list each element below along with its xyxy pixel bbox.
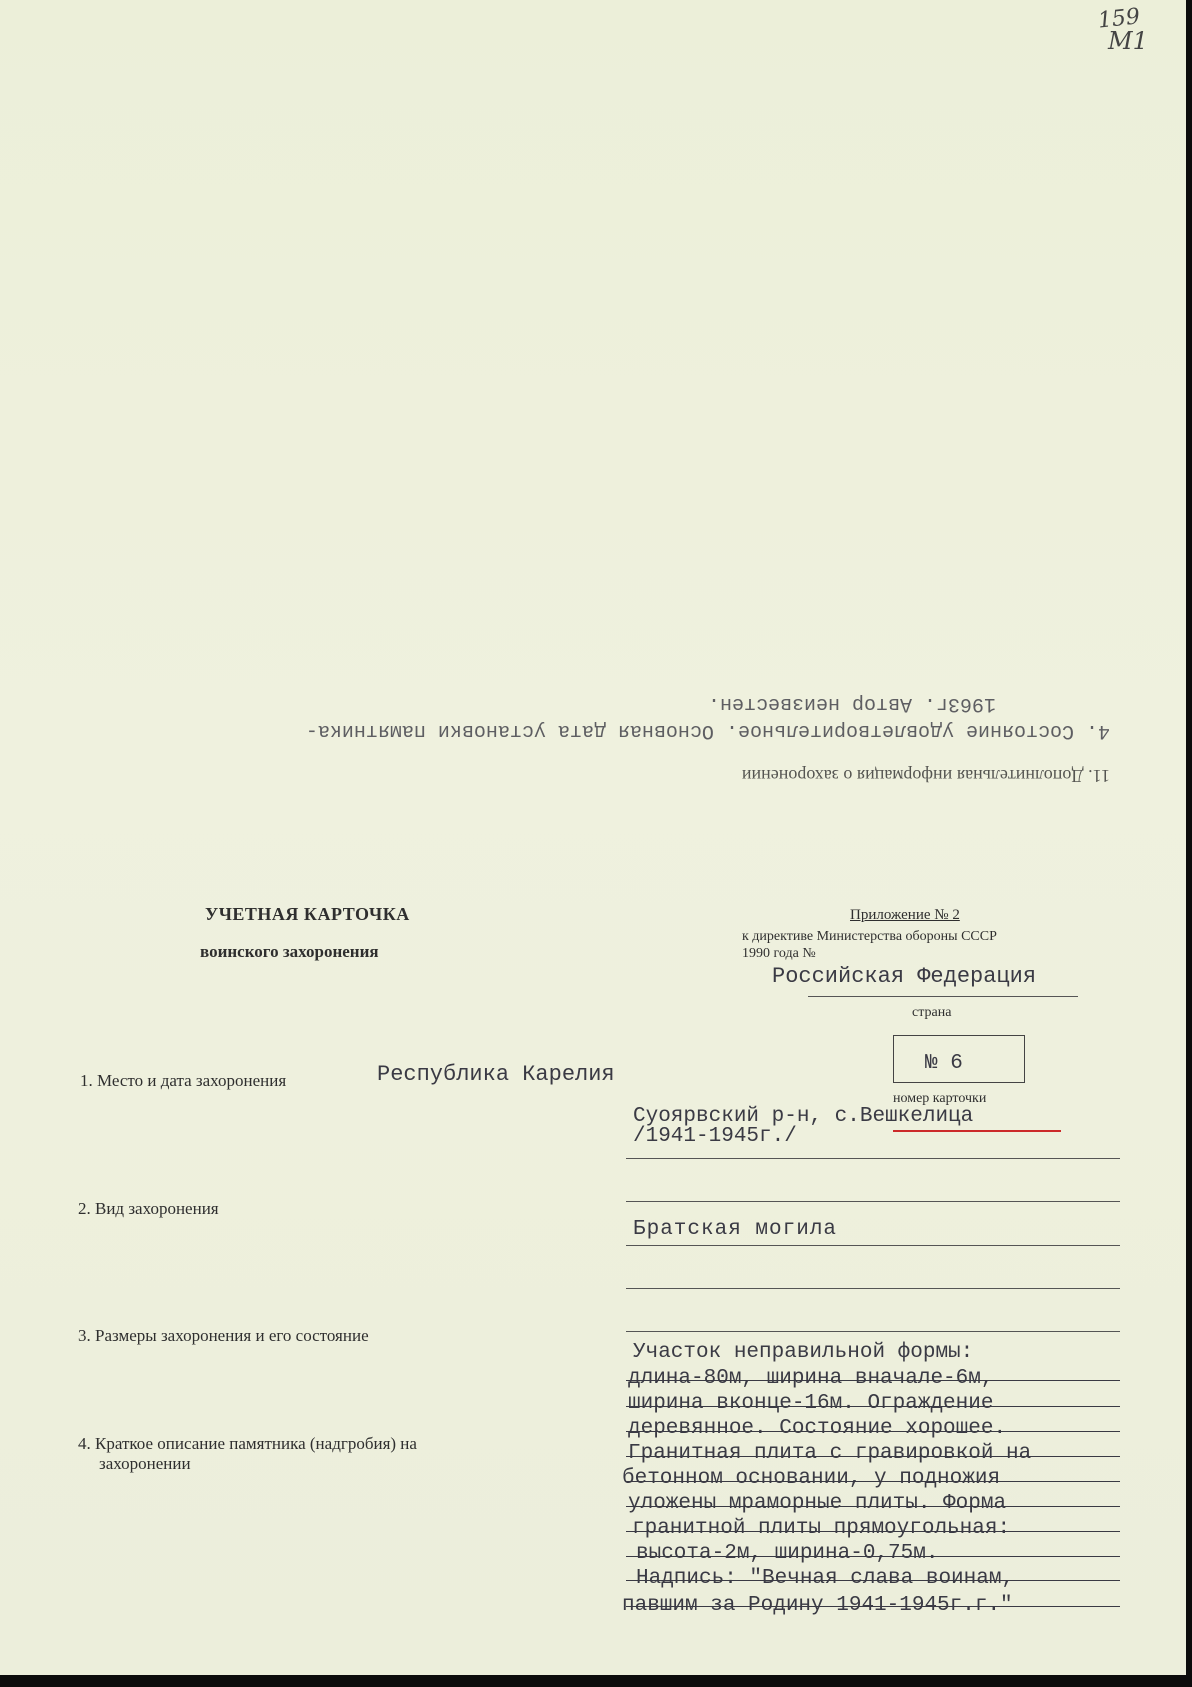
annex-line-1: к директиве Министерства обороны СССР (742, 929, 997, 944)
reversed-line-2-visible: 1963г. Автор неизвестен. (708, 692, 997, 715)
country-underline (808, 996, 1078, 997)
field-1-label: 1. Место и дата захоронения (80, 1071, 287, 1090)
archive-note-mark: М1 (1108, 27, 1148, 55)
form-rule (626, 1380, 1120, 1381)
form-rule (626, 1556, 1120, 1557)
field-2-value: Братская могила (633, 1218, 838, 1241)
field-2-label: 2. Вид захоронения (78, 1199, 219, 1218)
description-line: гранитной плиты прямоугольная: (632, 1517, 1011, 1540)
description-line: уложены мраморные плиты. Форма (628, 1492, 1007, 1515)
description-line: ширина вконце-16м. Ограждение (628, 1392, 994, 1415)
field-4-label-line-2: захоронении (99, 1454, 191, 1473)
description-line: бетонном основании, у подножия (622, 1467, 1001, 1490)
reversed-section-title: 11. Дополнительная информация о захоронении (741, 766, 1110, 786)
form-rule (626, 1481, 1120, 1482)
description-line: длина-80м, ширина вначале-6м, (628, 1367, 994, 1390)
card-subtitle: воинского захоронения (200, 942, 379, 961)
field-3-label: 3. Размеры захоронения и его состояние (78, 1326, 369, 1345)
form-rule (626, 1606, 1120, 1607)
description-line: Гранитная плита с гравировкой на (628, 1442, 1032, 1465)
field-2-bottom-rule (626, 1288, 1120, 1289)
description-line: деревянное. Состояние хорошее. (628, 1417, 1007, 1440)
description-line: Надпись: "Вечная слава воинам, (636, 1567, 1015, 1590)
field-1-value-line-2: Суоярвский р-н, с.Вешкелица (633, 1105, 974, 1128)
field-1-value-line-3: /1941-1945г./ (633, 1125, 797, 1148)
form-rule (626, 1406, 1120, 1407)
annex-line-2: 1990 года № (742, 946, 816, 961)
field-2-underline (626, 1245, 1120, 1246)
form-rule (626, 1506, 1120, 1507)
field-1-value-line-1: Республика Карелия (377, 1062, 615, 1087)
archive-note-number: 159 (1096, 4, 1142, 34)
form-rule (626, 1431, 1120, 1432)
description-line: павшим за Родину 1941-1945г.г." (622, 1594, 1013, 1617)
card-number-value: № 6 (925, 1052, 963, 1075)
annex-title: Приложение № 2 (850, 907, 960, 923)
reversed-line-1: 4. Состояние удовлетворительное. Основная дата установки памятника- (305, 719, 1110, 742)
field-1-underline (626, 1158, 1120, 1159)
card-title: УЧЕТНАЯ КАРТОЧКА (205, 904, 410, 924)
country-label: страна (912, 1005, 952, 1020)
country-value: Российская Федерация (772, 964, 1037, 989)
form-rule (626, 1531, 1120, 1532)
description-line: высота-2м, ширина-0,75м. (636, 1542, 939, 1565)
field-4-label-line-1: 4. Краткое описание памятника (надгробия) на (78, 1434, 417, 1453)
field-3-top-rule (626, 1331, 1120, 1332)
red-underline (893, 1130, 1061, 1132)
description-line: Участок неправильной формы: (633, 1341, 974, 1364)
field-2-top-rule (626, 1201, 1120, 1202)
archive-note (1096, 4, 1148, 55)
form-rule (626, 1456, 1120, 1457)
card-number-label: номер карточки (893, 1091, 987, 1106)
form-rule (626, 1580, 1120, 1581)
